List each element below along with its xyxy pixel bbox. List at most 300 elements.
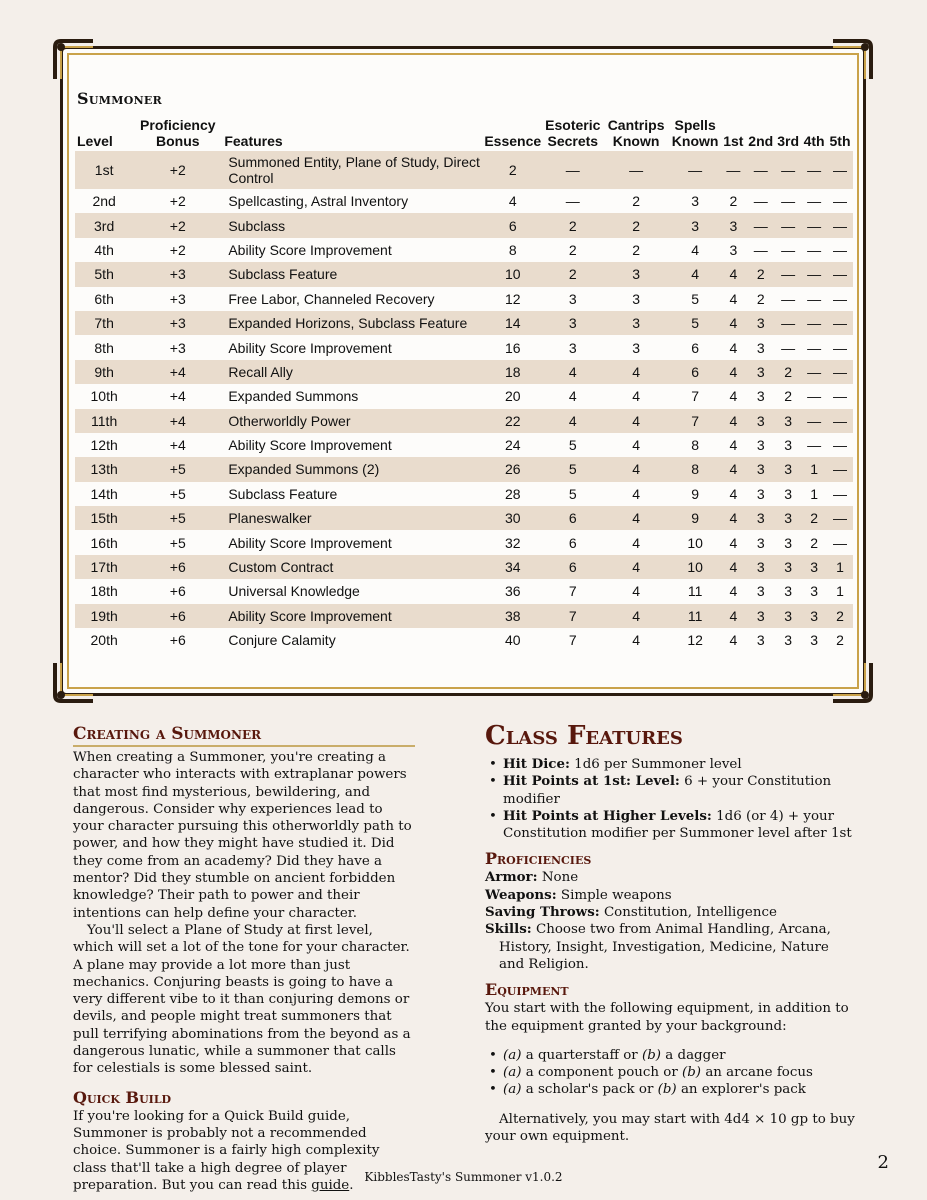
- table-cell: 4: [602, 604, 669, 628]
- table-row: [75, 213, 853, 237]
- table-cell: —: [543, 151, 602, 189]
- table-cell: 2: [836, 632, 844, 649]
- table-cell: Ability Score Improvement: [222, 604, 482, 628]
- list-item: • Hit Dice: 1d6 per Summoner level: [485, 756, 855, 773]
- table-cell: —: [827, 409, 853, 433]
- table-cell: —: [775, 262, 801, 286]
- table-cell: 12: [687, 632, 703, 649]
- table-cell: 6: [543, 555, 602, 579]
- table-cell: Subclass: [222, 213, 482, 237]
- class-features-heading: Class Features: [485, 721, 683, 751]
- table-cell: 24: [504, 437, 521, 454]
- table-cell: 28: [504, 485, 521, 502]
- table-cell: 3: [746, 311, 775, 335]
- table-cell: —: [775, 311, 801, 335]
- table-cell: 36: [504, 583, 521, 600]
- table-cell: 4: [729, 485, 738, 502]
- table-cell: 3: [746, 360, 775, 384]
- creating-heading: Creating a Summoner: [73, 723, 415, 747]
- table-row: [75, 604, 853, 628]
- table-cell: 4: [720, 457, 746, 481]
- list-item: • (a) a component pouch or (b) an arcane focus: [485, 1064, 855, 1081]
- table-row: [75, 530, 853, 554]
- table-cell: Ability Score Improvement: [228, 241, 392, 258]
- table-row: [75, 311, 853, 335]
- table-cell: 7: [691, 388, 699, 405]
- table-cell: Expanded Summons (2): [222, 457, 482, 481]
- table-cell: 4: [568, 388, 577, 405]
- header-slot-2nd: 2nd: [748, 133, 774, 149]
- table-cell: 20: [504, 388, 521, 405]
- table-cell: 10: [482, 262, 543, 286]
- table-cell: +2: [169, 241, 186, 258]
- table-cell: +3: [169, 290, 186, 307]
- table-cell: 10th: [90, 388, 118, 405]
- table-cell: Summoned Entity, Plane of Study, Direct Control: [222, 151, 482, 189]
- table-cell: —: [781, 290, 796, 307]
- table-cell: 16th: [90, 534, 118, 551]
- table-row: [75, 262, 853, 286]
- class-table-frame: [60, 46, 866, 696]
- table-cell: 32: [504, 534, 521, 551]
- table-cell: 2: [810, 534, 818, 551]
- table-cell: 11: [687, 583, 703, 600]
- table-cell: —: [720, 151, 746, 189]
- table-cell: 4: [720, 506, 746, 530]
- table-cell: Free Labor, Channeled Recovery: [228, 290, 435, 307]
- table-cell: —: [753, 241, 768, 258]
- table-cell: 4: [720, 409, 746, 433]
- table-cell: 4th: [94, 241, 114, 258]
- table-cell: 3: [775, 409, 801, 433]
- table-cell: 6: [691, 339, 699, 356]
- table-cell: +4: [169, 437, 186, 454]
- table-title: Summoner: [77, 89, 163, 108]
- table-cell: +6: [169, 632, 186, 649]
- table-cell: 3: [756, 339, 765, 356]
- table-cell: +6: [169, 583, 186, 600]
- quick-build-heading: Quick Build: [73, 1087, 172, 1107]
- table-cell: 3: [756, 583, 765, 600]
- table-header-row: [75, 117, 853, 151]
- table-row: [75, 409, 853, 433]
- class-progression-table: [75, 117, 853, 652]
- table-cell: 3: [632, 290, 640, 307]
- table-cell: 4: [720, 262, 746, 286]
- table-cell: 22: [482, 409, 543, 433]
- table-cell: 14: [482, 311, 543, 335]
- table-cell: Otherworldly Power: [222, 409, 482, 433]
- table-cell: 17th: [75, 555, 133, 579]
- table-cell: 4: [602, 555, 669, 579]
- table-cell: +3: [133, 262, 222, 286]
- table-cell: 14th: [90, 485, 118, 502]
- table-cell: +6: [133, 555, 222, 579]
- quick-build-paragraph: If you're looking for a Quick Build guide, Summoner is probably not a recommended choice. Summoner is a fairly high complexity class that'll take a high degree of player preparation. But you can read this guide.: [73, 1108, 380, 1193]
- header-features: Features: [224, 133, 283, 149]
- table-cell: 1: [810, 485, 818, 502]
- table-cell: 3: [810, 632, 818, 649]
- table-cell: 9: [670, 506, 721, 530]
- page-number: 2: [877, 1152, 889, 1173]
- table-cell: 2: [543, 262, 602, 286]
- table-cell: 4: [729, 339, 738, 356]
- table-cell: 3: [756, 437, 765, 454]
- table-cell: Expanded Horizons, Subclass Feature: [222, 311, 482, 335]
- table-cell: —: [801, 262, 827, 286]
- table-row: [75, 433, 853, 457]
- table-cell: 2: [756, 290, 765, 307]
- table-cell: 18: [482, 360, 543, 384]
- table-cell: 4: [729, 632, 738, 649]
- table-cell: 19th: [75, 604, 133, 628]
- table-cell: 3: [775, 555, 801, 579]
- table-cell: 2: [543, 213, 602, 237]
- table-cell: 38: [482, 604, 543, 628]
- table-cell: 13th: [75, 457, 133, 481]
- table-cell: 6th: [94, 290, 114, 307]
- left-column: [73, 723, 415, 1194]
- table-cell: 3: [746, 604, 775, 628]
- header-essence: Essence: [484, 133, 542, 149]
- header-level: Level: [77, 133, 113, 149]
- table-cell: —: [801, 409, 827, 433]
- table-row: [75, 555, 853, 579]
- table-cell: —: [827, 311, 853, 335]
- table-cell: Recall Ally: [222, 360, 482, 384]
- table-cell: —: [801, 311, 827, 335]
- proficiencies-block: [485, 869, 855, 973]
- table-cell: 4: [632, 388, 640, 405]
- hit-points-list: [485, 756, 855, 842]
- table-cell: 3: [602, 311, 669, 335]
- table-row: [75, 506, 853, 530]
- table-cell: 4: [729, 290, 738, 307]
- header-slot-5th: 5th: [829, 133, 851, 149]
- list-item: • Hit Points at 1st: Level: 6 + your Constitution modifier: [485, 773, 855, 808]
- list-item: • (a) a scholar's pack or (b) an explorer's pack: [485, 1081, 855, 1098]
- table-cell: 6: [482, 213, 543, 237]
- table-cell: 3: [756, 534, 765, 551]
- table-cell: —: [781, 193, 796, 210]
- table-cell: —: [670, 151, 721, 189]
- table-cell: 3: [756, 632, 765, 649]
- table-cell: 6: [543, 506, 602, 530]
- frame-corner-ornament: [829, 659, 875, 705]
- frame-corner-ornament: [51, 659, 97, 705]
- table-cell: —: [781, 241, 796, 258]
- header-slot-3rd: 3rd: [777, 133, 800, 149]
- table-row: [75, 579, 853, 603]
- table-cell: 4: [729, 388, 738, 405]
- table-cell: 4: [632, 632, 640, 649]
- table-cell: 16: [504, 339, 521, 356]
- creating-paragraph-2: You'll select a Plane of Study at first level, which will set a lot of the tone for your character. A plane may provide a lot more than just mechanics. Conjuring beasts is going to have a very different vibe to it than conjuring demons or devils, and people might treat summoners that pull terrifying abominations from the beyond as a dangerous lunatic, while a summoner that calls for celestials is some blessed saint.: [73, 922, 411, 1077]
- right-column: [485, 720, 855, 1145]
- table-cell: 4: [691, 241, 699, 258]
- table-cell: —: [807, 241, 822, 258]
- table-cell: +4: [133, 360, 222, 384]
- table-cell: 3: [784, 534, 793, 551]
- table-cell: 3: [729, 241, 738, 258]
- table-cell: 3: [756, 388, 765, 405]
- table-cell: 4: [729, 437, 738, 454]
- table-cell: 3: [691, 193, 699, 210]
- table-cell: —: [833, 388, 848, 405]
- table-row: [75, 384, 853, 408]
- table-cell: 5: [568, 485, 577, 502]
- table-cell: —: [801, 213, 827, 237]
- guide-link[interactable]: guide: [311, 1177, 350, 1193]
- table-cell: 2: [729, 193, 738, 210]
- table-cell: Custom Contract: [222, 555, 482, 579]
- table-cell: 7th: [75, 311, 133, 335]
- table-row: [75, 457, 853, 481]
- table-cell: 2: [482, 151, 543, 189]
- list-item: • (a) a quarterstaff or (b) a dagger: [485, 1047, 855, 1064]
- table-cell: 6: [670, 360, 721, 384]
- table-cell: 26: [482, 457, 543, 481]
- list-item: • Hit Points at Higher Levels: 1d6 (or 4) + your Constitution modifier per Summoner level after 1st: [485, 808, 855, 843]
- table-cell: —: [833, 437, 848, 454]
- header-cantrips-known: Cantrips Known: [607, 117, 665, 149]
- table-cell: Ability Score Improvement: [228, 339, 392, 356]
- table-cell: 3: [775, 604, 801, 628]
- table-cell: 3: [568, 290, 577, 307]
- table-row: [75, 482, 853, 506]
- frame-corner-ornament: [51, 37, 97, 83]
- table-cell: —: [833, 339, 848, 356]
- table-cell: 3: [543, 311, 602, 335]
- table-cell: —: [781, 339, 796, 356]
- table-cell: 3: [775, 506, 801, 530]
- table-cell: —: [746, 213, 775, 237]
- table-cell: 3: [746, 409, 775, 433]
- equipment-list: [485, 1047, 855, 1099]
- table-cell: —: [833, 290, 848, 307]
- table-cell: —: [565, 193, 580, 210]
- proficiency-weapons: Weapons: Simple weapons: [485, 886, 672, 903]
- table-cell: 2: [568, 241, 577, 258]
- table-cell: 3: [784, 485, 793, 502]
- table-cell: 4: [632, 437, 640, 454]
- table-cell: +3: [169, 339, 186, 356]
- table-cell: 4: [720, 311, 746, 335]
- table-cell: 4: [720, 604, 746, 628]
- table-cell: —: [753, 193, 768, 210]
- table-cell: 2nd: [92, 193, 116, 210]
- table-cell: —: [807, 388, 822, 405]
- table-cell: 4: [720, 555, 746, 579]
- table-cell: 10: [670, 555, 721, 579]
- page-footer: KibblesTasty's Summoner v1.0.2: [364, 1170, 563, 1184]
- proficiencies-heading: Proficiencies: [485, 849, 592, 869]
- table-cell: 1: [836, 583, 844, 600]
- table-cell: 8: [670, 457, 721, 481]
- table-cell: —: [775, 151, 801, 189]
- table-cell: Subclass Feature: [228, 485, 338, 502]
- table-cell: 3: [746, 506, 775, 530]
- table-row: [75, 360, 853, 384]
- table-cell: Ability Score Improvement: [228, 437, 392, 454]
- table-cell: 4: [729, 583, 738, 600]
- table-cell: 2: [827, 604, 853, 628]
- table-cell: +5: [133, 506, 222, 530]
- table-cell: +2: [169, 193, 186, 210]
- table-cell: 4: [602, 409, 669, 433]
- table-cell: —: [602, 151, 669, 189]
- table-cell: —: [827, 213, 853, 237]
- table-cell: 7: [670, 409, 721, 433]
- table-cell: 8: [691, 437, 699, 454]
- table-cell: +3: [133, 311, 222, 335]
- table-cell: —: [827, 262, 853, 286]
- table-cell: 5: [691, 290, 699, 307]
- table-cell: Spellcasting, Astral Inventory: [228, 193, 409, 210]
- table-cell: 3: [784, 583, 793, 600]
- table-cell: —: [801, 151, 827, 189]
- table-cell: +4: [133, 409, 222, 433]
- table-cell: Universal Knowledge: [228, 583, 360, 600]
- table-row: [75, 628, 853, 652]
- table-cell: —: [801, 360, 827, 384]
- table-cell: —: [833, 241, 848, 258]
- table-cell: +5: [169, 534, 186, 551]
- table-cell: —: [807, 193, 822, 210]
- table-cell: —: [807, 339, 822, 356]
- table-cell: 2: [632, 193, 640, 210]
- table-cell: —: [807, 290, 822, 307]
- table-cell: 2: [746, 262, 775, 286]
- table-cell: 3: [775, 457, 801, 481]
- header-spells-known: Spells Known: [671, 117, 719, 149]
- table-cell: 3: [602, 262, 669, 286]
- table-cell: 9: [691, 485, 699, 502]
- table-cell: 4: [632, 485, 640, 502]
- table-cell: 4: [602, 360, 669, 384]
- table-cell: —: [827, 457, 853, 481]
- table-row: [75, 335, 853, 359]
- table-cell: —: [833, 534, 848, 551]
- table-cell: 2: [602, 213, 669, 237]
- table-cell: 3rd: [75, 213, 133, 237]
- table-row: [75, 287, 853, 311]
- table-cell: Ability Score Improvement: [228, 534, 392, 551]
- table-cell: —: [833, 193, 848, 210]
- table-cell: 3: [670, 213, 721, 237]
- table-cell: 6: [568, 534, 577, 551]
- table-cell: 8: [508, 241, 517, 258]
- table-cell: 2: [784, 388, 793, 405]
- table-cell: 9th: [75, 360, 133, 384]
- table-cell: 3: [720, 213, 746, 237]
- table-cell: 3: [632, 339, 640, 356]
- table-cell: Subclass Feature: [222, 262, 482, 286]
- table-cell: 3: [784, 437, 793, 454]
- table-cell: 3: [756, 485, 765, 502]
- table-cell: 3: [568, 339, 577, 356]
- table-cell: 4: [602, 457, 669, 481]
- header-esoteric-secrets: Esoteric Secrets: [545, 117, 601, 149]
- table-cell: Conjure Calamity: [228, 632, 336, 649]
- table-row: [75, 238, 853, 262]
- table-cell: 5th: [75, 262, 133, 286]
- table-cell: 4: [670, 262, 721, 286]
- table-cell: 2: [775, 360, 801, 384]
- table-cell: 5: [568, 437, 577, 454]
- header-slot-4th: 4th: [803, 133, 825, 149]
- table-cell: 3: [784, 632, 793, 649]
- table-cell: 3: [746, 555, 775, 579]
- table-cell: 1: [827, 555, 853, 579]
- table-cell: —: [833, 485, 848, 502]
- table-cell: +5: [133, 457, 222, 481]
- table-cell: 1st: [75, 151, 133, 189]
- equipment-heading: Equipment: [485, 980, 569, 1000]
- table-cell: 18th: [90, 583, 118, 600]
- table-cell: Expanded Summons: [228, 388, 359, 405]
- table-cell: 11th: [75, 409, 133, 433]
- table-cell: 4: [729, 534, 738, 551]
- table-cell: 40: [504, 632, 521, 649]
- equipment-intro: You start with the following equipment, in addition to the equipment granted by your background:: [485, 1001, 849, 1034]
- proficiency-skills: Skills: Choose two from Animal Handling, Arcana, History, Insight, Investigation, Medicine, Nature and Religion.: [485, 921, 831, 972]
- table-cell: —: [807, 437, 822, 454]
- table-cell: 3: [746, 457, 775, 481]
- header-proficiency: Proficiency Bonus: [140, 117, 216, 149]
- table-cell: 8th: [94, 339, 114, 356]
- table-cell: 2: [632, 241, 640, 258]
- table-cell: —: [775, 213, 801, 237]
- table-cell: 1: [801, 457, 827, 481]
- table-cell: 11: [670, 604, 721, 628]
- creating-paragraph-1: When creating a Summoner, you're creating a character who interacts with extraplanar powers that most find mysterious, bewildering, and dangerous. Consider why experiences lead to your character pursuing this otherworldly path to power, and how they might have studied it. Did they come from an academy? Did they have a mentor? Did they stumble on ancient forbidden knowledge? Their path to power and their intentions can help define your character.: [73, 750, 412, 921]
- table-cell: 4: [632, 583, 640, 600]
- table-cell: —: [746, 151, 775, 189]
- table-cell: 3: [810, 583, 818, 600]
- table-cell: +5: [169, 485, 186, 502]
- table-cell: 4: [508, 193, 517, 210]
- table-cell: 20th: [90, 632, 118, 649]
- table-cell: +2: [133, 213, 222, 237]
- table-cell: 3: [801, 604, 827, 628]
- table-cell: +4: [169, 388, 186, 405]
- table-cell: —: [827, 506, 853, 530]
- table-cell: 5: [670, 311, 721, 335]
- table-cell: 4: [720, 360, 746, 384]
- table-row: [75, 151, 853, 189]
- table-cell: 7: [568, 632, 577, 649]
- table-cell: 7: [568, 583, 577, 600]
- table-cell: 4: [543, 360, 602, 384]
- equipment-alternative: Alternatively, you may start with 4d4 × 10 gp to buy your own equipment.: [485, 1111, 855, 1145]
- header-slot-1st: 1st: [723, 133, 744, 149]
- table-cell: 10: [687, 534, 703, 551]
- table-cell: 12th: [90, 437, 118, 454]
- table-cell: 5: [543, 457, 602, 481]
- table-cell: 34: [482, 555, 543, 579]
- table-cell: 12: [504, 290, 521, 307]
- table-cell: —: [827, 360, 853, 384]
- table-cell: 30: [482, 506, 543, 530]
- table-cell: 15th: [75, 506, 133, 530]
- table-cell: Planeswalker: [222, 506, 482, 530]
- table-cell: 4: [543, 409, 602, 433]
- table-cell: +6: [133, 604, 222, 628]
- table-cell: 3: [801, 555, 827, 579]
- table-cell: 4: [632, 534, 640, 551]
- table-cell: 2: [801, 506, 827, 530]
